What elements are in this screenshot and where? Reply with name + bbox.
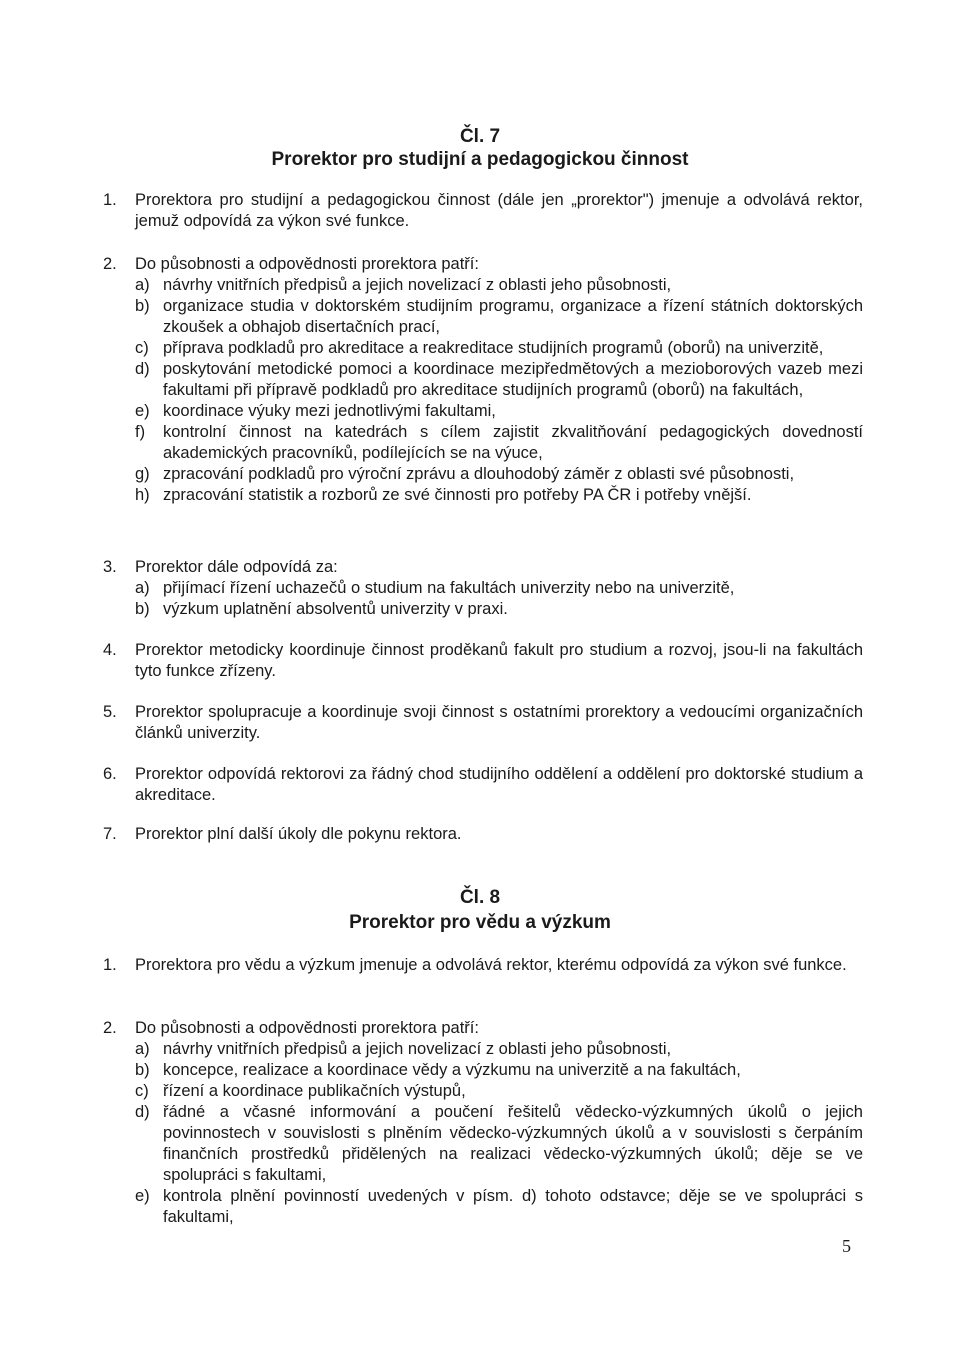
list-item	[135, 296, 863, 338]
section-8-paragraph-1	[103, 955, 863, 976]
item-label: e)	[135, 1187, 150, 1205]
section-7-paragraph-3	[103, 557, 863, 620]
paragraph-number: 1.	[103, 191, 117, 209]
list-item	[135, 338, 863, 359]
item-label: h)	[135, 486, 150, 504]
item-text: návrhy vnitřních předpisů a jejich novelizací z oblasti jeho působnosti,	[163, 276, 672, 294]
paragraph-number: 2.	[103, 1019, 117, 1037]
item-text: kontrola plnění povinností uvedených v písm. d) tohoto odstavce; děje se ve spolupráci s fakultami,	[163, 1187, 863, 1226]
paragraph-number: 7.	[103, 825, 117, 843]
section-8-number: Čl. 8	[459, 887, 501, 908]
section-8-paragraph-2	[103, 1018, 863, 1228]
section-7-paragraph-4	[103, 640, 863, 682]
item-text: koncepce, realizace a koordinace vědy a výzkumu na univerzitě a na fakultách,	[163, 1061, 741, 1079]
item-text: řízení a koordinace publikačních výstupů,	[163, 1082, 466, 1100]
item-text: přijímací řízení uchazečů o studium na fakultách univerzity nebo na univerzitě,	[163, 579, 735, 597]
item-text: řádné a včasné informování a poučení řešitelů vědecko-výzkumných úkolů o jejich povinnostech v souvislosti s plněním vědecko-výzkumných úkolů a v souvislosti s čerpáním finančních prostředků přidělených na realizaci vědecko-výzkumných úkolů; děje se ve spolupráci s fakultami,	[163, 1103, 863, 1184]
paragraph-number: 3.	[103, 558, 117, 576]
item-text: koordinace výuky mezi jednotlivými fakultami,	[163, 402, 496, 420]
list-item	[135, 464, 863, 485]
item-label: a)	[135, 1040, 150, 1058]
item-text: zpracování podkladů pro výroční zprávu a dlouhodobý záměr z oblasti své působnosti,	[163, 465, 795, 483]
item-text: výzkum uplatnění absolventů univerzity v praxi.	[163, 600, 508, 618]
item-text: návrhy vnitřních předpisů a jejich novelizací z oblasti jeho působnosti,	[163, 1040, 672, 1058]
section-7-paragraph-6	[103, 764, 863, 806]
item-label: e)	[135, 402, 150, 420]
item-text: organizace studia v doktorském studijním programu, organizace a řízení státních doktorských zkoušek a obhajob disertačních prací,	[163, 297, 863, 336]
item-label: d)	[135, 360, 150, 378]
item-label: b)	[135, 1061, 150, 1079]
item-label: a)	[135, 276, 150, 294]
paragraph-number: 6.	[103, 765, 117, 783]
paragraph-number: 5.	[103, 703, 117, 721]
paragraph-text: Prorektor plní další úkoly dle pokynu rektora.	[135, 825, 462, 843]
list-item	[135, 578, 863, 599]
item-label: a)	[135, 579, 150, 597]
item-label: b)	[135, 297, 150, 315]
paragraph-text: Prorektora pro vědu a výzkum jmenuje a odvolává rektor, kterému odpovídá za výkon své funkce.	[135, 956, 847, 974]
paragraph-text: Prorektora pro studijní a pedagogickou činnost (dále jen „prorektor") jmenuje a odvolává rektor, jemuž odpovídá za výkon své funkce.	[135, 191, 863, 230]
paragraph-text: Prorektor spolupracuje a koordinuje svoji činnost s ostatními prorektory a vedoucími organizačních článků univerzity.	[135, 703, 863, 742]
section-7-paragraph-5	[103, 702, 863, 744]
list-item	[135, 599, 863, 620]
item-label: f)	[135, 423, 146, 441]
item-label: c)	[135, 339, 149, 357]
paragraph-text: Prorektor odpovídá rektorovi za řádný chod studijního oddělení a oddělení pro doktorské studium a akreditace.	[135, 765, 863, 804]
section-7-paragraph-1	[103, 190, 863, 232]
item-label: g)	[135, 465, 150, 483]
paragraph-number: 2.	[103, 255, 117, 273]
item-text: poskytování metodické pomoci a koordinace mezipředmětových a mezioborových vazeb mezi fakultami při přípravě podkladů pro akreditace studijních programů (oborů) na fakultách,	[163, 360, 863, 399]
section-7-title: Prorektor pro studijní a pedagogickou činnost	[271, 149, 689, 170]
section-7-paragraph-2	[103, 254, 863, 506]
paragraph-text: Do působnosti a odpovědnosti prorektora patří:	[135, 1019, 479, 1037]
item-label: c)	[135, 1082, 149, 1100]
item-text: příprava podkladů pro akreditace a reakreditace studijních programů (oborů) na univerzitě,	[163, 339, 824, 357]
list-item	[135, 401, 863, 422]
list-item	[135, 359, 863, 401]
item-text: kontrolní činnost na katedrách s cílem zajistit zkvalitňování pedagogických dovedností akademických pracovníků, podílejících se na výuce,	[163, 423, 863, 462]
paragraph-number: 4.	[103, 641, 117, 659]
item-label: b)	[135, 600, 150, 618]
list-item	[135, 1060, 863, 1081]
list-item	[135, 1081, 863, 1102]
section-8-title: Prorektor pro vědu a výzkum	[349, 912, 611, 933]
paragraph-number: 1.	[103, 956, 117, 974]
section-7-paragraph-7	[103, 824, 863, 845]
list-item	[135, 275, 863, 296]
paragraph-text: Prorektor metodicky koordinuje činnost proděkanů fakult pro studium a rozvoj, jsou-li na fakultách tyto funkce zřízeny.	[135, 641, 863, 680]
section-7-number: Čl. 7	[459, 126, 501, 147]
list-item	[135, 1186, 863, 1228]
list-item	[135, 485, 863, 506]
list-item	[135, 1102, 863, 1186]
list-item	[135, 422, 863, 464]
paragraph-text: Do působnosti a odpovědnosti prorektora patří:	[135, 255, 479, 273]
list-item	[135, 1039, 863, 1060]
paragraph-text: Prorektor dále odpovídá za:	[135, 558, 338, 576]
item-label: d)	[135, 1103, 150, 1121]
item-text: zpracování statistik a rozborů ze své činnosti pro potřeby PA ČR i potřeby vnější.	[163, 486, 752, 504]
page-number: 5	[842, 1236, 851, 1256]
